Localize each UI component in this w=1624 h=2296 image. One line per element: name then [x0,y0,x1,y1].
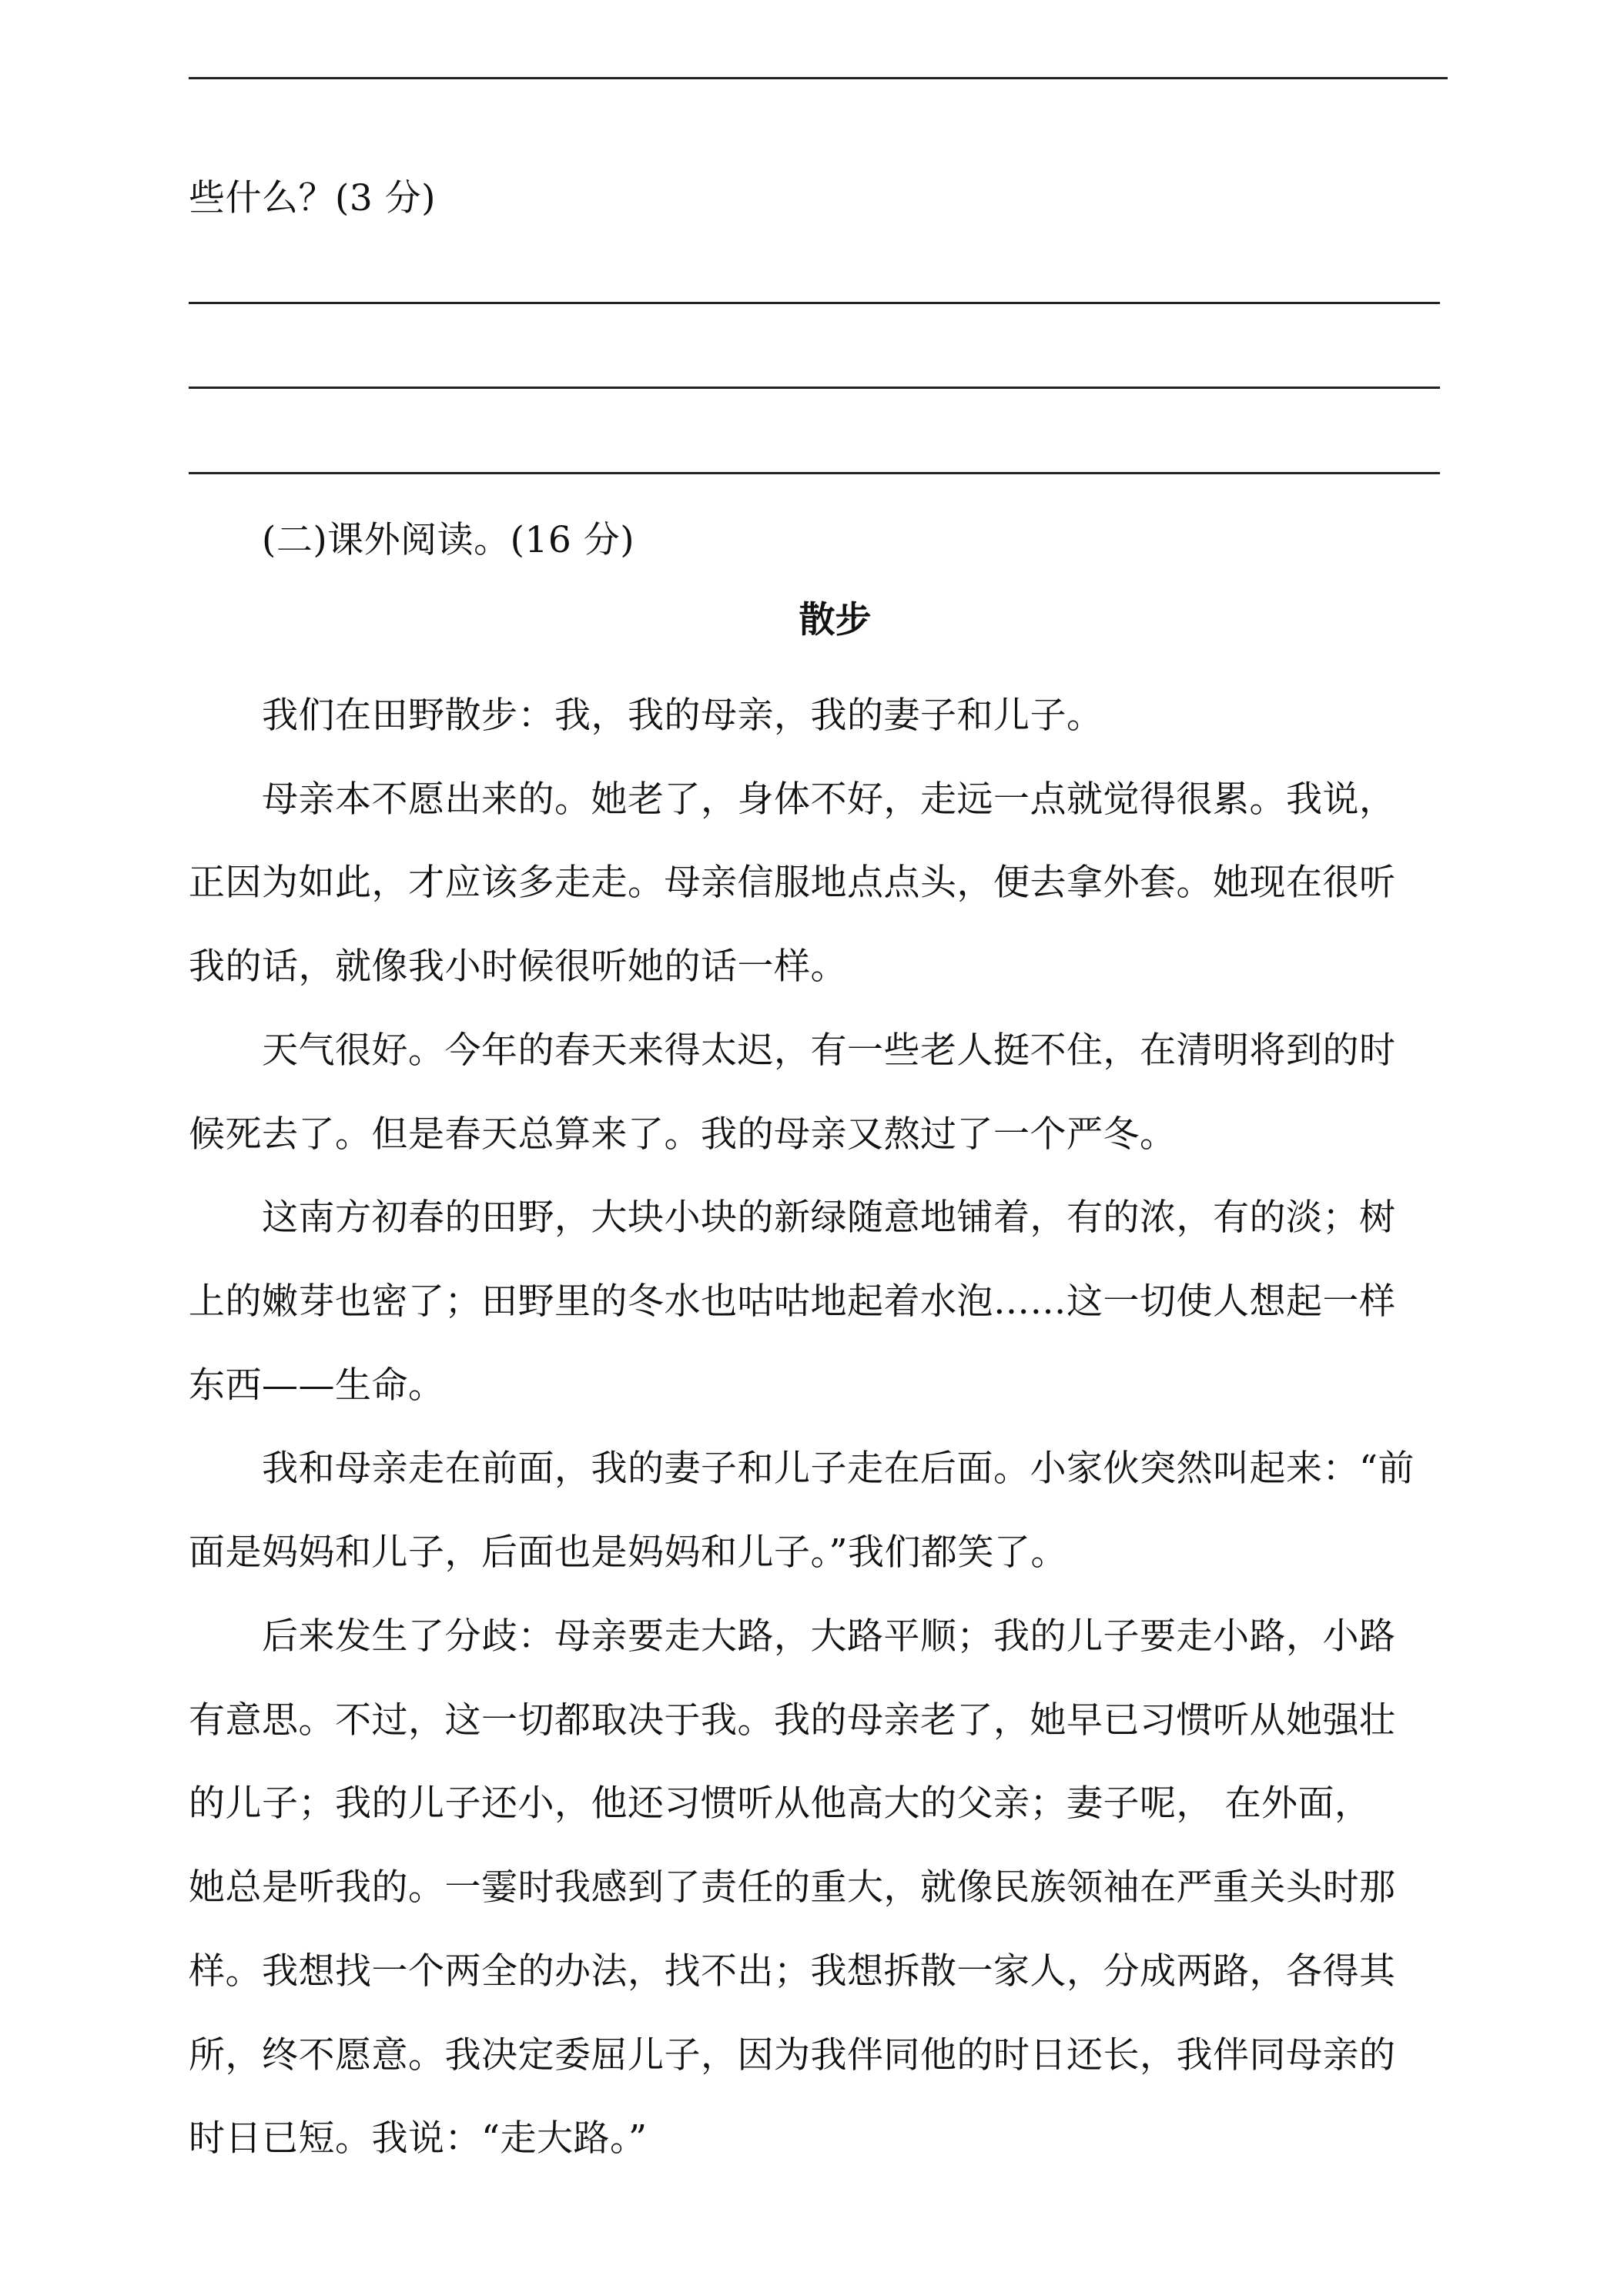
article-line: 我们在田野散步：我，我的母亲，我的妻子和儿子。 [262,694,1103,737]
article-line: 这南方初春的田野，大块小块的新绿随意地铺着，有的浓，有的淡；树 [262,1197,1396,1239]
article-line: 后来发生了分歧：母亲要走大路，大路平顺；我的儿子要走小路，小路 [262,1615,1396,1658]
article-line: 东西——生命。 [189,1364,445,1407]
article-title: 散步 [799,599,872,641]
article-line: 样。我想找一个两全的办法，找不出；我想拆散一家人，分成两路，各得其 [189,1950,1396,1993]
article-line: 面是妈妈和儿子，后面也是妈妈和儿子。”我们都笑了。 [189,1531,1068,1574]
question-tail: 些什么？(3 分) [189,177,437,219]
article-line: 有意思。不过，这一切都取决于我。我的母亲老了，她早已习惯听从她强壮 [189,1699,1396,1742]
article-line: 候死去了。但是春天总算来了。我的母亲又熬过了一个严冬。 [189,1113,1177,1156]
article-line: 我的话，就像我小时候很听她的话一样。 [189,946,847,988]
section-heading: (二)课外阅读。(16 分) [262,519,635,561]
article-line: 的儿子；我的儿子还小，他还习惯听从他高大的父亲；妻子呢， 在外面， [189,1782,1371,1825]
article-line: 她总是听我的。一霎时我感到了责任的重大，就像民族领袖在严重关头时那 [189,1866,1396,1909]
answer-line-3 [189,472,1440,474]
article-line: 时日已短。我说：“走大路。” [189,2117,648,2160]
article-line: 天气很好。今年的春天来得太迟，有一些老人挺不住，在清明将到的时 [262,1029,1396,1072]
article-line: 正因为如此，才应该多走走。母亲信服地点点头，便去拿外套。她现在很听 [189,862,1396,904]
answer-line-1 [189,302,1440,304]
article-line: 母亲本不愿出来的。她老了，身体不好，走远一点就觉得很累。我说， [262,778,1396,821]
article-line: 上的嫩芽也密了；田野里的冬水也咕咕地起着水泡……这一切使人想起一样 [189,1280,1396,1323]
answer-line-2 [189,387,1440,389]
answer-line-top [189,77,1448,79]
article-line: 我和母亲走在前面，我的妻子和儿子走在后面。小家伙突然叫起来：“前 [262,1448,1415,1490]
article-line: 所，终不愿意。我决定委屈儿子，因为我伴同他的时日还长，我伴同母亲的 [189,2034,1396,2077]
